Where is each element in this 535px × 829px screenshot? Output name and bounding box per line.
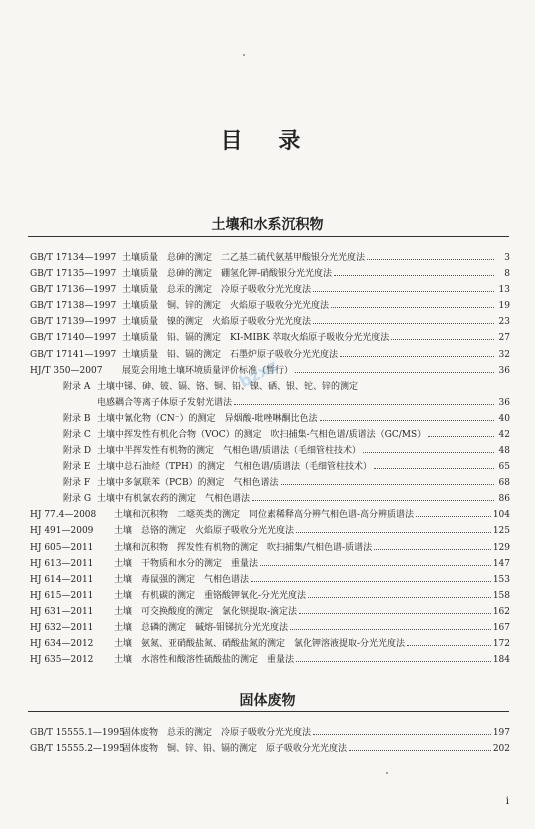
page-ref: 147 [492,558,510,569]
standard-code: GB/T 17139—1997 [30,317,117,328]
appendix-label: 附录 E [63,462,91,473]
watermark-logo: bzxz [235,355,281,392]
dot-leader [374,468,494,469]
toc-entry[interactable] [30,636,510,652]
entry-title: 土壤中锑、砷、铍、镉、铬、铜、铅、镍、硒、银、铊、锌的测定 [97,381,359,392]
entry-title: 土壤 可交换酸度的测定 氯化钡提取-滴定法 [114,606,298,617]
toc-entry[interactable] [30,604,510,620]
appendix-label: 附录 C [63,429,91,440]
page-ref: 86 [498,494,510,505]
page-ref: 172 [492,639,510,650]
standard-code: HJ 635—2012 [30,655,94,666]
dot-leader [407,645,491,646]
standard-code: HJ 634—2012 [30,639,94,650]
page-ref: 42 [498,429,510,440]
appendix-entry[interactable] [30,427,510,443]
entry-title: 土壤 水溶性和酸溶性硫酸盐的测定 重量法 [114,655,295,666]
standard-code: HJ 631—2011 [30,606,94,617]
standard-code: GB/T 17134—1997 [30,253,117,263]
entry-title: 固体废物 铜、锌、铅、镉的测定 原子吸收分光光度法 [122,744,348,755]
section-rule [28,711,509,712]
entry-title: 土壤质量 铅、镉的测定 KI-MIBK 萃取火焰原子吸收分光光度法 [122,333,390,344]
entry-title: 土壤质量 总汞的测定 冷原子吸收分光光度法 [122,285,312,296]
dot-leader [296,661,491,662]
toc-entry[interactable] [30,507,510,523]
page-ref: 3 [504,253,510,263]
standard-code: HJ 613—2011 [30,558,94,569]
standard-code: HJ/T 350—2007 [30,365,103,376]
entry-title: 土壤 毒鼠强的测定 气相色谱法 [114,574,250,585]
entry-title: 土壤质量 镍的测定 火焰原子吸收分光光度法 [122,317,312,328]
page-ref: 158 [492,590,510,601]
section-heading-solid-waste: 固体废物 [239,693,296,709]
section-heading-soil: 土壤和水系沉积物 [211,217,324,233]
appendix-label: 附录 F [63,478,91,489]
appendix-entry[interactable] [30,379,510,411]
standard-code: GB/T 15555.1—1995 [30,728,125,738]
toc-entry[interactable] [30,556,510,572]
standard-code: GB/T 17138—1997 [30,301,117,312]
standard-code: HJ 615—2011 [30,590,94,601]
toc-entry[interactable] [30,588,510,604]
page-ref: 23 [498,317,510,328]
page-ref: 32 [498,349,510,360]
entry-title: 展览会用地土壤环境质量评价标准（暂行） [122,365,294,376]
entry-title: 土壤质量 总砷的测定 硼氢化钾-硝酸银分光光度法 [122,269,333,280]
standard-code: HJ 614—2011 [30,574,94,585]
entry-title: 土壤中有机氯农药的测定 气相色谱法 [97,494,251,505]
entry-title: 土壤 总铬的测定 火焰原子吸收分光光度法 [114,526,295,537]
entry-title: 土壤质量 总砷的测定 二乙基二硫代氨基甲酸银分光光度法 [122,253,366,263]
entry-title: 土壤 氨氮、亚硝酸盐氮、硝酸盐氮的测定 氯化钾溶液提取-分光光度法 [114,639,406,650]
dot-leader [299,613,491,614]
dot-leader [234,404,494,405]
page-title: 目 录 [220,128,315,154]
scan-speck [243,54,245,56]
page-ref: 13 [498,285,510,296]
toc-entry[interactable] [30,330,510,346]
toc-entry[interactable] [30,741,510,757]
dot-leader [374,549,491,550]
page-ref: 104 [492,510,510,521]
toc-entry[interactable] [30,282,510,298]
entry-title: 土壤 有机碳的测定 重铬酸钾氧化-分光光度法 [114,590,307,601]
page-ref: 19 [498,301,510,312]
toc-list-soil [30,250,510,668]
standard-code: GB/T 15555.2—1995 [30,744,125,755]
toc-entry[interactable] [30,314,510,330]
dot-leader [416,516,491,517]
standard-code: HJ 632—2011 [30,622,94,633]
page-ref: 153 [492,574,510,585]
page-ref: 65 [498,462,510,473]
standard-code: GB/T 17141—1997 [30,349,117,360]
dot-leader [252,500,494,501]
dot-leader [290,629,491,630]
dot-leader [296,532,491,533]
dot-leader [260,565,491,566]
toc-entry[interactable] [30,540,510,556]
toc-entry[interactable] [30,652,510,668]
toc-entry[interactable] [30,266,510,282]
page-ref: 184 [492,655,510,666]
toc-list-solid-waste [30,725,510,757]
page-ref: 125 [492,526,510,537]
dot-leader [320,420,494,421]
appendix-label: 附录 G [63,494,92,505]
standard-code: HJ 605—2011 [30,542,94,553]
toc-entry[interactable] [30,250,510,266]
standard-code: GB/T 17136—1997 [30,285,117,296]
entry-title: 土壤和沉积物 二噁英类的测定 同位素稀释高分辨气相色谱-高分辨质谱法 [114,510,415,521]
page-ref: 8 [504,269,510,280]
toc-entry[interactable] [30,620,510,636]
appendix-label: 附录 D [63,445,92,456]
page-ref: 167 [492,622,510,633]
dot-leader [281,484,494,485]
dot-leader [363,452,494,453]
appendix-entry[interactable] [30,411,510,427]
entry-title: 土壤中总石油烃（TPH）的测定 气相色谱/质谱法（毛细管柱技术） [97,462,372,473]
entry-title: 土壤质量 铜、锌的测定 火焰原子吸收分光光度法 [122,301,330,312]
dot-leader [295,372,494,373]
dot-leader [313,291,494,292]
toc-entry[interactable] [30,298,510,314]
page-ref: 129 [492,542,510,553]
appendix-entry[interactable] [30,443,510,459]
page-ref: 68 [498,478,510,489]
appendix-entry[interactable] [30,459,510,475]
dot-leader [331,307,494,308]
section-rule [28,236,509,237]
appendix-label: 附录 B [63,413,91,424]
dot-leader [334,275,494,276]
page-ref: 202 [492,744,510,755]
standard-code: HJ 491—2009 [30,526,94,537]
dot-leader [391,339,494,340]
appendix-entry[interactable] [30,475,510,491]
scan-speck [386,772,388,774]
toc-entry[interactable] [30,725,510,741]
entry-title: 土壤中半挥发性有机物的测定 气相色谱/质谱法（毛细管柱技术） [97,445,362,456]
page-ref: 36 [498,397,510,408]
dot-leader [313,734,491,735]
standard-code: GB/T 17135—1997 [30,269,117,280]
dot-leader [349,750,491,751]
entry-title: 土壤中多氯联苯（PCB）的测定 气相色谱法 [97,478,279,489]
toc-entry[interactable] [30,572,510,588]
page-ref: 27 [498,333,510,344]
page-ref: 48 [498,445,510,456]
page-ref: 36 [498,365,510,376]
toc-entry[interactable] [30,523,510,539]
page-number: i [505,796,509,807]
appendix-entry[interactable] [30,491,510,507]
page-ref: 162 [492,606,510,617]
dot-leader [308,597,491,598]
standard-code: GB/T 17140—1997 [30,333,117,344]
entry-title: 土壤中挥发性有机化合物（VOC）的测定 吹扫捕集-气相色谱/质谱法（GC/MS） [97,429,427,440]
dot-leader [251,581,491,582]
entry-title: 土壤质量 铅、镉的测定 石墨炉原子吸收分光光度法 [122,349,339,360]
entry-title: 土壤和沉积物 挥发性有机物的测定 吹扫捕集/气相色谱-质谱法 [114,542,373,553]
entry-title: 土壤中氰化物（CN⁻）的测定 异烟酸-吡唑啉酮比色法 [97,413,318,424]
appendix-label: 附录 A [63,381,91,392]
dot-leader [313,323,494,324]
dot-leader [428,436,494,437]
dot-leader [340,356,494,357]
standard-code: HJ 77.4—2008 [30,510,97,521]
dot-leader [367,259,494,260]
entry-title: 固体废物 总汞的测定 冷原子吸收分光光度法 [122,728,312,738]
page-ref: 40 [498,413,510,424]
entry-title-continued: 电感耦合等离子体原子发射光谱法 [97,397,233,408]
entry-title: 土壤 干物质和水分的测定 重量法 [114,558,259,569]
entry-title: 土壤 总磷的测定 碱熔-钼锑抗分光光度法 [114,622,289,633]
page-ref: 197 [492,728,510,738]
